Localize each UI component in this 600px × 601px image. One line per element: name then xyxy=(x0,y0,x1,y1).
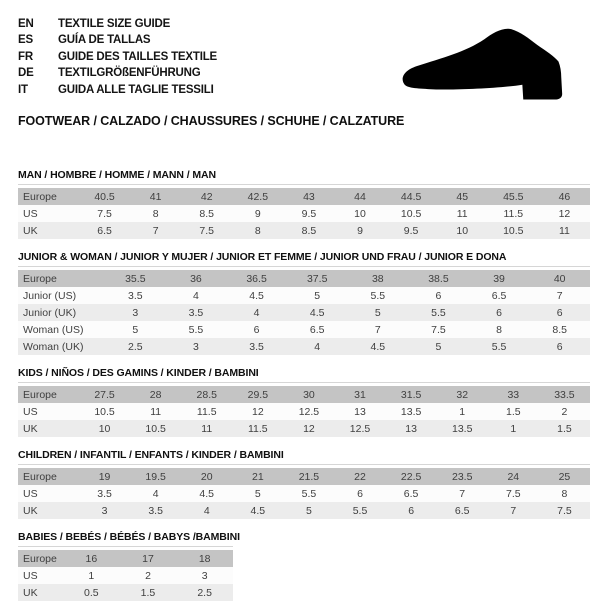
size-cell: 6.5 xyxy=(97,224,112,237)
size-cell: 11 xyxy=(558,224,570,237)
size-cell: 12 xyxy=(303,422,315,435)
size-cell: 10.5 xyxy=(145,422,166,435)
row-label: Europe xyxy=(23,190,57,203)
row-label: Europe xyxy=(23,552,57,565)
section-divider xyxy=(18,546,233,547)
table-header-row xyxy=(18,550,233,567)
language-label: TEXTILGRÖßENFÜHRUNG xyxy=(58,67,201,80)
size-cell: 8 xyxy=(496,323,502,336)
size-cell: 6.5 xyxy=(454,504,470,517)
size-cell: 3 xyxy=(101,504,108,517)
size-cell: 5.5 xyxy=(301,487,317,500)
size-cell: 8.5 xyxy=(199,207,215,220)
table-row xyxy=(18,567,233,584)
size-cell: 40 xyxy=(553,272,566,285)
size-cell: 13 xyxy=(354,405,366,418)
size-cell: 7.5 xyxy=(199,224,215,237)
size-cell: 20 xyxy=(200,470,213,483)
size-cell: 30 xyxy=(303,388,315,401)
size-cell: 7.5 xyxy=(505,487,521,500)
size-table-section xyxy=(18,170,600,239)
size-cell: 21.5 xyxy=(298,470,320,483)
row-label: US xyxy=(23,405,38,418)
row-label: Europe xyxy=(23,470,57,483)
size-cell: 10 xyxy=(456,224,469,237)
size-cell: 19.5 xyxy=(145,470,166,483)
size-cell: 5.5 xyxy=(491,340,507,353)
size-cell: 5.5 xyxy=(352,504,368,517)
size-cell: 11.5 xyxy=(196,405,217,418)
section-title: JUNIOR & WOMAN / JUNIOR Y MUJER / JUNIOR ET FEMME / JUNIOR UND FRAU / JUNIOR E DONA xyxy=(18,251,507,264)
size-cell: 7.5 xyxy=(431,323,446,336)
language-label: GUIDA ALLE TAGLIE TESSILI xyxy=(58,83,214,96)
language-code: IT xyxy=(18,83,28,96)
size-table xyxy=(18,270,590,355)
size-cell: 10 xyxy=(98,422,111,435)
table-row xyxy=(18,338,590,355)
table-header-row xyxy=(18,468,590,485)
row-label: US xyxy=(23,207,38,220)
row-label: UK xyxy=(23,224,38,237)
size-cell: 4.5 xyxy=(309,306,325,319)
tables-container xyxy=(18,170,600,601)
row-label: Europe xyxy=(23,272,57,285)
size-cell: 8 xyxy=(561,487,568,500)
size-table-section xyxy=(18,450,600,519)
language-code: FR xyxy=(18,50,33,63)
size-cell: 37.5 xyxy=(306,272,328,285)
size-cell: 4 xyxy=(253,306,260,319)
table-header-row xyxy=(18,188,590,205)
size-cell: 6.5 xyxy=(491,289,507,302)
section-title: BABIES / BEBÉS / BÉBÉS / BABYS /BAMBINI xyxy=(18,531,240,544)
size-cell: 44.5 xyxy=(400,190,422,203)
size-cell: 10 xyxy=(354,207,366,220)
size-table xyxy=(18,468,590,519)
size-table xyxy=(18,386,590,437)
size-cell: 0.5 xyxy=(84,586,99,599)
section-divider xyxy=(18,266,590,267)
size-cell: 3 xyxy=(193,340,199,353)
size-cell: 13 xyxy=(405,422,417,435)
size-cell: 1.5 xyxy=(557,422,572,435)
size-cell: 5 xyxy=(374,306,381,319)
size-cell: 4.5 xyxy=(370,340,386,353)
size-cell: 11 xyxy=(201,422,213,435)
size-cell: 11.5 xyxy=(247,422,268,435)
size-cell: 6 xyxy=(253,323,260,336)
size-cell: 6 xyxy=(496,306,502,319)
size-cell: 5 xyxy=(132,323,139,336)
size-cell: 2 xyxy=(145,569,151,582)
size-cell: 42.5 xyxy=(247,190,269,203)
size-cell: 2.5 xyxy=(197,586,212,599)
size-cell: 25 xyxy=(558,470,571,483)
section-title: CHILDREN / INFANTIL / ENFANTS / KINDER / BAMBINI xyxy=(18,449,284,462)
size-cell: 8.5 xyxy=(301,224,317,237)
size-cell: 1.5 xyxy=(505,405,521,418)
size-cell: 17 xyxy=(142,552,154,565)
size-cell: 31.5 xyxy=(400,388,422,401)
size-cell: 22 xyxy=(354,470,366,483)
table-row xyxy=(18,403,590,420)
table-row xyxy=(18,304,590,321)
section-divider xyxy=(18,184,590,185)
size-cell: 7.5 xyxy=(97,207,112,220)
row-label: UK xyxy=(23,586,38,599)
size-cell: 9.5 xyxy=(403,224,419,237)
size-cell: 2.5 xyxy=(128,340,143,353)
table-row xyxy=(18,287,590,304)
size-cell: 12 xyxy=(558,207,571,220)
size-cell: 7 xyxy=(459,487,466,500)
size-cell: 5.5 xyxy=(431,306,446,319)
size-cell: 3.5 xyxy=(148,504,163,517)
size-cell: 28.5 xyxy=(196,388,217,401)
size-cell: 5.5 xyxy=(188,323,204,336)
size-cell: 28 xyxy=(149,388,162,401)
size-cell: 38.5 xyxy=(428,272,449,285)
size-cell: 9.5 xyxy=(301,207,317,220)
size-cell: 4.5 xyxy=(249,289,264,302)
language-code: EN xyxy=(18,18,34,30)
size-cell: 7 xyxy=(510,504,517,517)
size-cell: 3 xyxy=(201,569,208,582)
size-cell: 3.5 xyxy=(128,289,143,302)
section-divider xyxy=(18,382,590,383)
table-row xyxy=(18,502,590,519)
size-cell: 8 xyxy=(254,224,261,237)
category-title: FOOTWEAR / CALZADO / CHAUSSURES / SCHUHE / CALZATURE xyxy=(18,114,405,129)
size-cell: 4 xyxy=(193,289,199,302)
size-cell: 1 xyxy=(510,422,517,435)
size-cell: 3.5 xyxy=(249,340,264,353)
row-label: Junior (UK) xyxy=(23,306,77,319)
size-cell: 45 xyxy=(456,190,469,203)
size-cell: 13.5 xyxy=(451,422,473,435)
size-cell: 6 xyxy=(408,504,415,517)
size-cell: 29.5 xyxy=(247,388,269,401)
size-cell: 19 xyxy=(98,470,111,483)
size-cell: 3.5 xyxy=(188,306,204,319)
size-cell: 46 xyxy=(558,190,571,203)
size-cell: 6 xyxy=(556,340,563,353)
size-cell: 42 xyxy=(200,190,213,203)
size-cell: 36 xyxy=(190,272,202,285)
size-cell: 2 xyxy=(561,405,568,418)
size-cell: 7 xyxy=(556,289,563,302)
size-cell: 12.5 xyxy=(349,422,371,435)
size-cell: 11 xyxy=(150,405,162,418)
table-row xyxy=(18,222,590,239)
size-table-section xyxy=(18,368,600,437)
table-row xyxy=(18,584,233,601)
size-cell: 5 xyxy=(314,289,321,302)
size-cell: 21 xyxy=(251,470,264,483)
section-divider xyxy=(18,464,590,465)
row-label: UK xyxy=(23,422,38,435)
size-cell: 36.5 xyxy=(246,272,267,285)
row-label: US xyxy=(23,569,38,582)
table-row xyxy=(18,420,590,437)
size-cell: 24 xyxy=(507,470,520,483)
size-table-section xyxy=(18,532,600,601)
size-cell: 3 xyxy=(132,306,139,319)
size-cell: 22.5 xyxy=(400,470,422,483)
size-cell: 32 xyxy=(456,388,469,401)
size-cell: 5.5 xyxy=(370,289,386,302)
size-cell: 6 xyxy=(556,306,563,319)
size-cell: 31 xyxy=(354,388,366,401)
row-label: Woman (US) xyxy=(23,323,84,336)
row-label: Junior (US) xyxy=(23,289,77,302)
table-row xyxy=(18,485,590,502)
language-label: GUÍA DE TALLAS xyxy=(58,34,151,47)
size-cell: 44 xyxy=(354,190,366,203)
size-cell: 1 xyxy=(459,405,466,418)
size-cell: 1.5 xyxy=(140,586,156,599)
size-cell: 4 xyxy=(152,487,159,500)
size-cell: 1 xyxy=(88,569,95,582)
size-cell: 5 xyxy=(306,504,312,517)
language-label: TEXTILE SIZE GUIDE xyxy=(58,18,171,30)
size-cell: 9 xyxy=(357,224,363,237)
row-label: Woman (UK) xyxy=(23,340,84,353)
size-cell: 4.5 xyxy=(250,504,266,517)
size-cell: 43 xyxy=(303,190,315,203)
row-label: US xyxy=(23,487,38,500)
page-header xyxy=(18,16,600,98)
size-cell: 39 xyxy=(493,272,505,285)
row-label: Europe xyxy=(23,388,57,401)
size-cell: 13.5 xyxy=(400,405,422,418)
size-cell: 6.5 xyxy=(403,487,419,500)
size-cell: 8 xyxy=(152,207,159,220)
size-cell: 6 xyxy=(357,487,363,500)
size-cell: 12.5 xyxy=(298,405,320,418)
size-cell: 40.5 xyxy=(94,190,115,203)
size-cell: 6 xyxy=(435,289,442,302)
size-cell: 12 xyxy=(251,405,264,418)
size-cell: 7.5 xyxy=(557,504,572,517)
table-row xyxy=(18,321,590,338)
size-cell: 5 xyxy=(254,487,261,500)
size-cell: 33.5 xyxy=(554,388,575,401)
size-cell: 7 xyxy=(152,224,159,237)
table-row xyxy=(18,205,590,222)
table-header-row xyxy=(18,270,590,287)
language-label: GUIDE DES TAILLES TEXTILE xyxy=(58,50,217,63)
table-header-row xyxy=(18,386,590,403)
size-cell: 23.5 xyxy=(451,470,473,483)
size-cell: 7 xyxy=(374,323,381,336)
size-cell: 6.5 xyxy=(309,323,325,336)
size-table xyxy=(18,188,590,239)
size-cell: 3.5 xyxy=(97,487,112,500)
size-cell: 41 xyxy=(149,190,162,203)
size-cell: 10.5 xyxy=(400,207,422,220)
section-title: MAN / HOMBRE / HOMME / MANN / MAN xyxy=(18,169,216,182)
size-cell: 45.5 xyxy=(503,190,524,203)
size-cell: 35.5 xyxy=(125,272,146,285)
size-cell: 10.5 xyxy=(94,405,115,418)
size-cell: 18 xyxy=(198,552,211,565)
size-table xyxy=(18,550,233,601)
size-cell: 4 xyxy=(314,340,321,353)
size-cell: 27.5 xyxy=(94,388,115,401)
size-cell: 38 xyxy=(371,272,384,285)
dress-shoe-icon xyxy=(392,18,586,106)
size-cell: 33 xyxy=(507,388,520,401)
row-label: UK xyxy=(23,504,38,517)
size-cell: 8.5 xyxy=(552,323,567,336)
size-cell: 4.5 xyxy=(199,487,215,500)
size-cell: 9 xyxy=(254,207,261,220)
section-title: KIDS / NIÑOS / DES GAMINS / KINDER / BAMBINI xyxy=(18,367,259,380)
size-cell: 11 xyxy=(456,207,468,220)
size-cell: 16 xyxy=(85,552,98,565)
language-code: ES xyxy=(18,34,33,47)
size-cell: 4 xyxy=(203,504,210,517)
language-code: DE xyxy=(18,67,34,80)
size-cell: 10.5 xyxy=(503,224,524,237)
size-cell: 5 xyxy=(435,340,442,353)
size-cell: 11.5 xyxy=(503,207,524,220)
size-table-section xyxy=(18,252,600,355)
